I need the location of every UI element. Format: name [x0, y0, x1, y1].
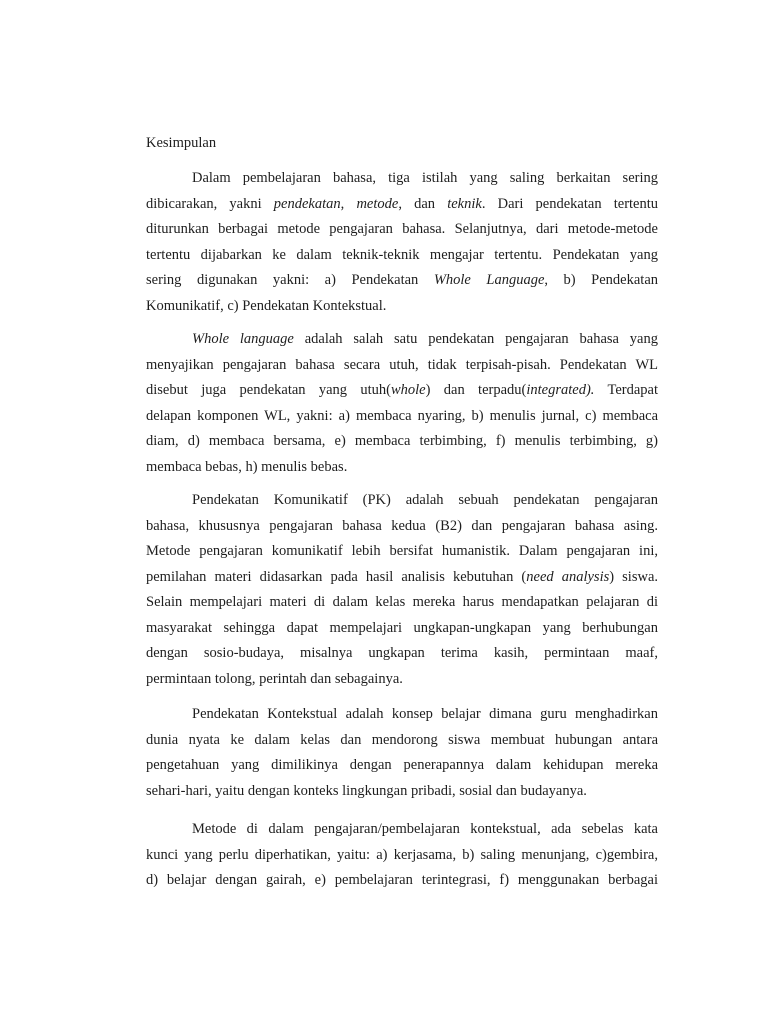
text-segment: ) dan terpadu( — [425, 382, 527, 398]
text-segment: , b) Pendekatan — [544, 272, 659, 288]
text-line — [146, 166, 658, 192]
italic-term: metode — [356, 195, 399, 212]
text-line — [146, 217, 658, 243]
text-line — [146, 429, 658, 455]
text-segment: bahasa, khususnya pengajaran bahasa kedua (B2) dan pengajaran bahasa asing. — [146, 517, 658, 534]
text-segment: Komunikatif, c) Pendekatan Kontekstual. — [146, 297, 387, 314]
text-segment: masyarakat sehingga dapat mempelajari ungkapan-ungkapan yang berhubungan — [146, 619, 658, 636]
text-line — [146, 514, 658, 540]
text-line — [146, 728, 658, 754]
text-segment: menyajikan pengajaran bahasa secara utuh, tidak terpisah-pisah. Pendekatan WL — [146, 356, 658, 373]
text-line — [146, 294, 658, 320]
text-segment: Metode pengajaran komunikatif lebih bersifat humanistik. Dalam pengajaran ini, — [146, 543, 658, 559]
text-segment: Pendekatan Komunikatif (PK) adalah sebuah pendekatan pengajaran — [192, 492, 658, 508]
text-segment: Metode di dalam pengajaran/pembelajaran kontekstual, ada sebelas kata — [192, 821, 658, 837]
paragraph-whole-language — [146, 327, 658, 480]
text-segment: permintaan tolong, perintah dan sebagainya. — [146, 670, 403, 687]
text-line — [146, 539, 658, 565]
text-line — [146, 268, 658, 294]
text-line — [146, 702, 658, 728]
text-segment: dibicarakan, yakni — [146, 195, 274, 212]
text-line — [146, 817, 658, 843]
italic-term: Whole language — [192, 331, 294, 347]
text-segment: sering digunakan yakni: a) Pendekatan — [146, 272, 434, 288]
text-line — [146, 843, 658, 869]
text-segment: delapan komponen WL, yakni: a) membaca nyaring, b) menulis jurnal, c) membaca — [146, 407, 658, 424]
text-line — [146, 753, 658, 779]
text-line — [146, 488, 658, 514]
text-segment: , — [340, 195, 357, 212]
text-line — [146, 616, 658, 642]
paragraph-communicative — [146, 488, 658, 692]
text-line — [146, 243, 658, 269]
text-segment: diam, d) membaca bersama, e) membaca terbimbing, f) menulis terbimbing, g) — [146, 433, 658, 449]
italic-term: integrated). — [526, 382, 595, 398]
text-segment: membaca bebas, h) menulis bebas. — [146, 458, 348, 475]
text-line — [146, 667, 658, 693]
text-line — [146, 565, 658, 591]
section-heading: Kesimpulan — [146, 135, 217, 151]
text-line — [146, 327, 658, 353]
text-segment: diturunkan berbagai metode pengajaran bahasa. Selanjutnya, dari metode-metode — [146, 221, 658, 237]
text-segment: Dalam pembelajaran bahasa, tiga istilah yang saling berkaitan sering — [192, 170, 658, 186]
italic-term: Whole Language — [433, 272, 545, 288]
text-segment: , dan — [398, 195, 448, 212]
text-line — [146, 779, 658, 805]
text-line — [146, 868, 658, 894]
text-segment: sehari-hari, yaitu dengan konteks lingkungan pribadi, sosial dan budayanya. — [146, 782, 587, 799]
text-segment: disebut juga pendekatan yang utuh( — [146, 382, 391, 398]
text-line — [146, 641, 658, 667]
text-segment: kunci yang perlu diperhatikan, yaitu: a) kerjasama, b) saling menunjang, c)gembira, — [146, 846, 658, 863]
text-segment: ) siswa. — [609, 568, 659, 585]
italic-term: teknik — [447, 195, 482, 212]
paragraph-contextual — [146, 702, 658, 804]
text-line — [146, 192, 658, 218]
text-line — [146, 590, 658, 616]
text-segment: dengan sosio-budaya, misalnya ungkapan terima kasih, permintaan maaf, — [146, 645, 658, 661]
text-line — [146, 378, 658, 404]
text-segment: Terdapat — [594, 382, 658, 398]
text-line — [146, 455, 658, 481]
paragraph-contextual-method — [146, 817, 658, 894]
text-segment: pengetahuan yang dimilikinya dengan penerapannya dalam kehidupan mereka — [146, 757, 658, 773]
paragraph-approaches — [146, 166, 658, 319]
text-line — [146, 404, 658, 430]
text-segment: tertentu dijabarkan ke dalam teknik-teknik mengajar tertentu. Pendekatan yang — [146, 246, 658, 263]
italic-term: need analysis — [526, 568, 610, 585]
text-segment: Pendekatan Kontekstual adalah konsep belajar dimana guru menghadirkan — [192, 706, 658, 722]
italic-term: pendekatan — [273, 195, 341, 212]
text-segment: Selain mempelajari materi di dalam kelas mereka harus mendapatkan pelajaran di — [146, 594, 658, 610]
text-segment: . Dari pendekatan tertentu — [481, 195, 659, 212]
text-segment: d) belajar dengan gairah, e) pembelajaran terintegrasi, f) menggunakan berbagai — [146, 872, 658, 888]
text-line — [146, 353, 658, 379]
text-segment: adalah salah satu pendekatan pengajaran bahasa yang — [293, 331, 658, 347]
text-segment: dunia nyata ke dalam kelas dan mendorong siswa membuat hubungan antara — [146, 731, 658, 748]
italic-term: whole — [390, 382, 426, 398]
text-segment: pemilahan materi didasarkan pada hasil analisis kebutuhan ( — [146, 568, 527, 585]
